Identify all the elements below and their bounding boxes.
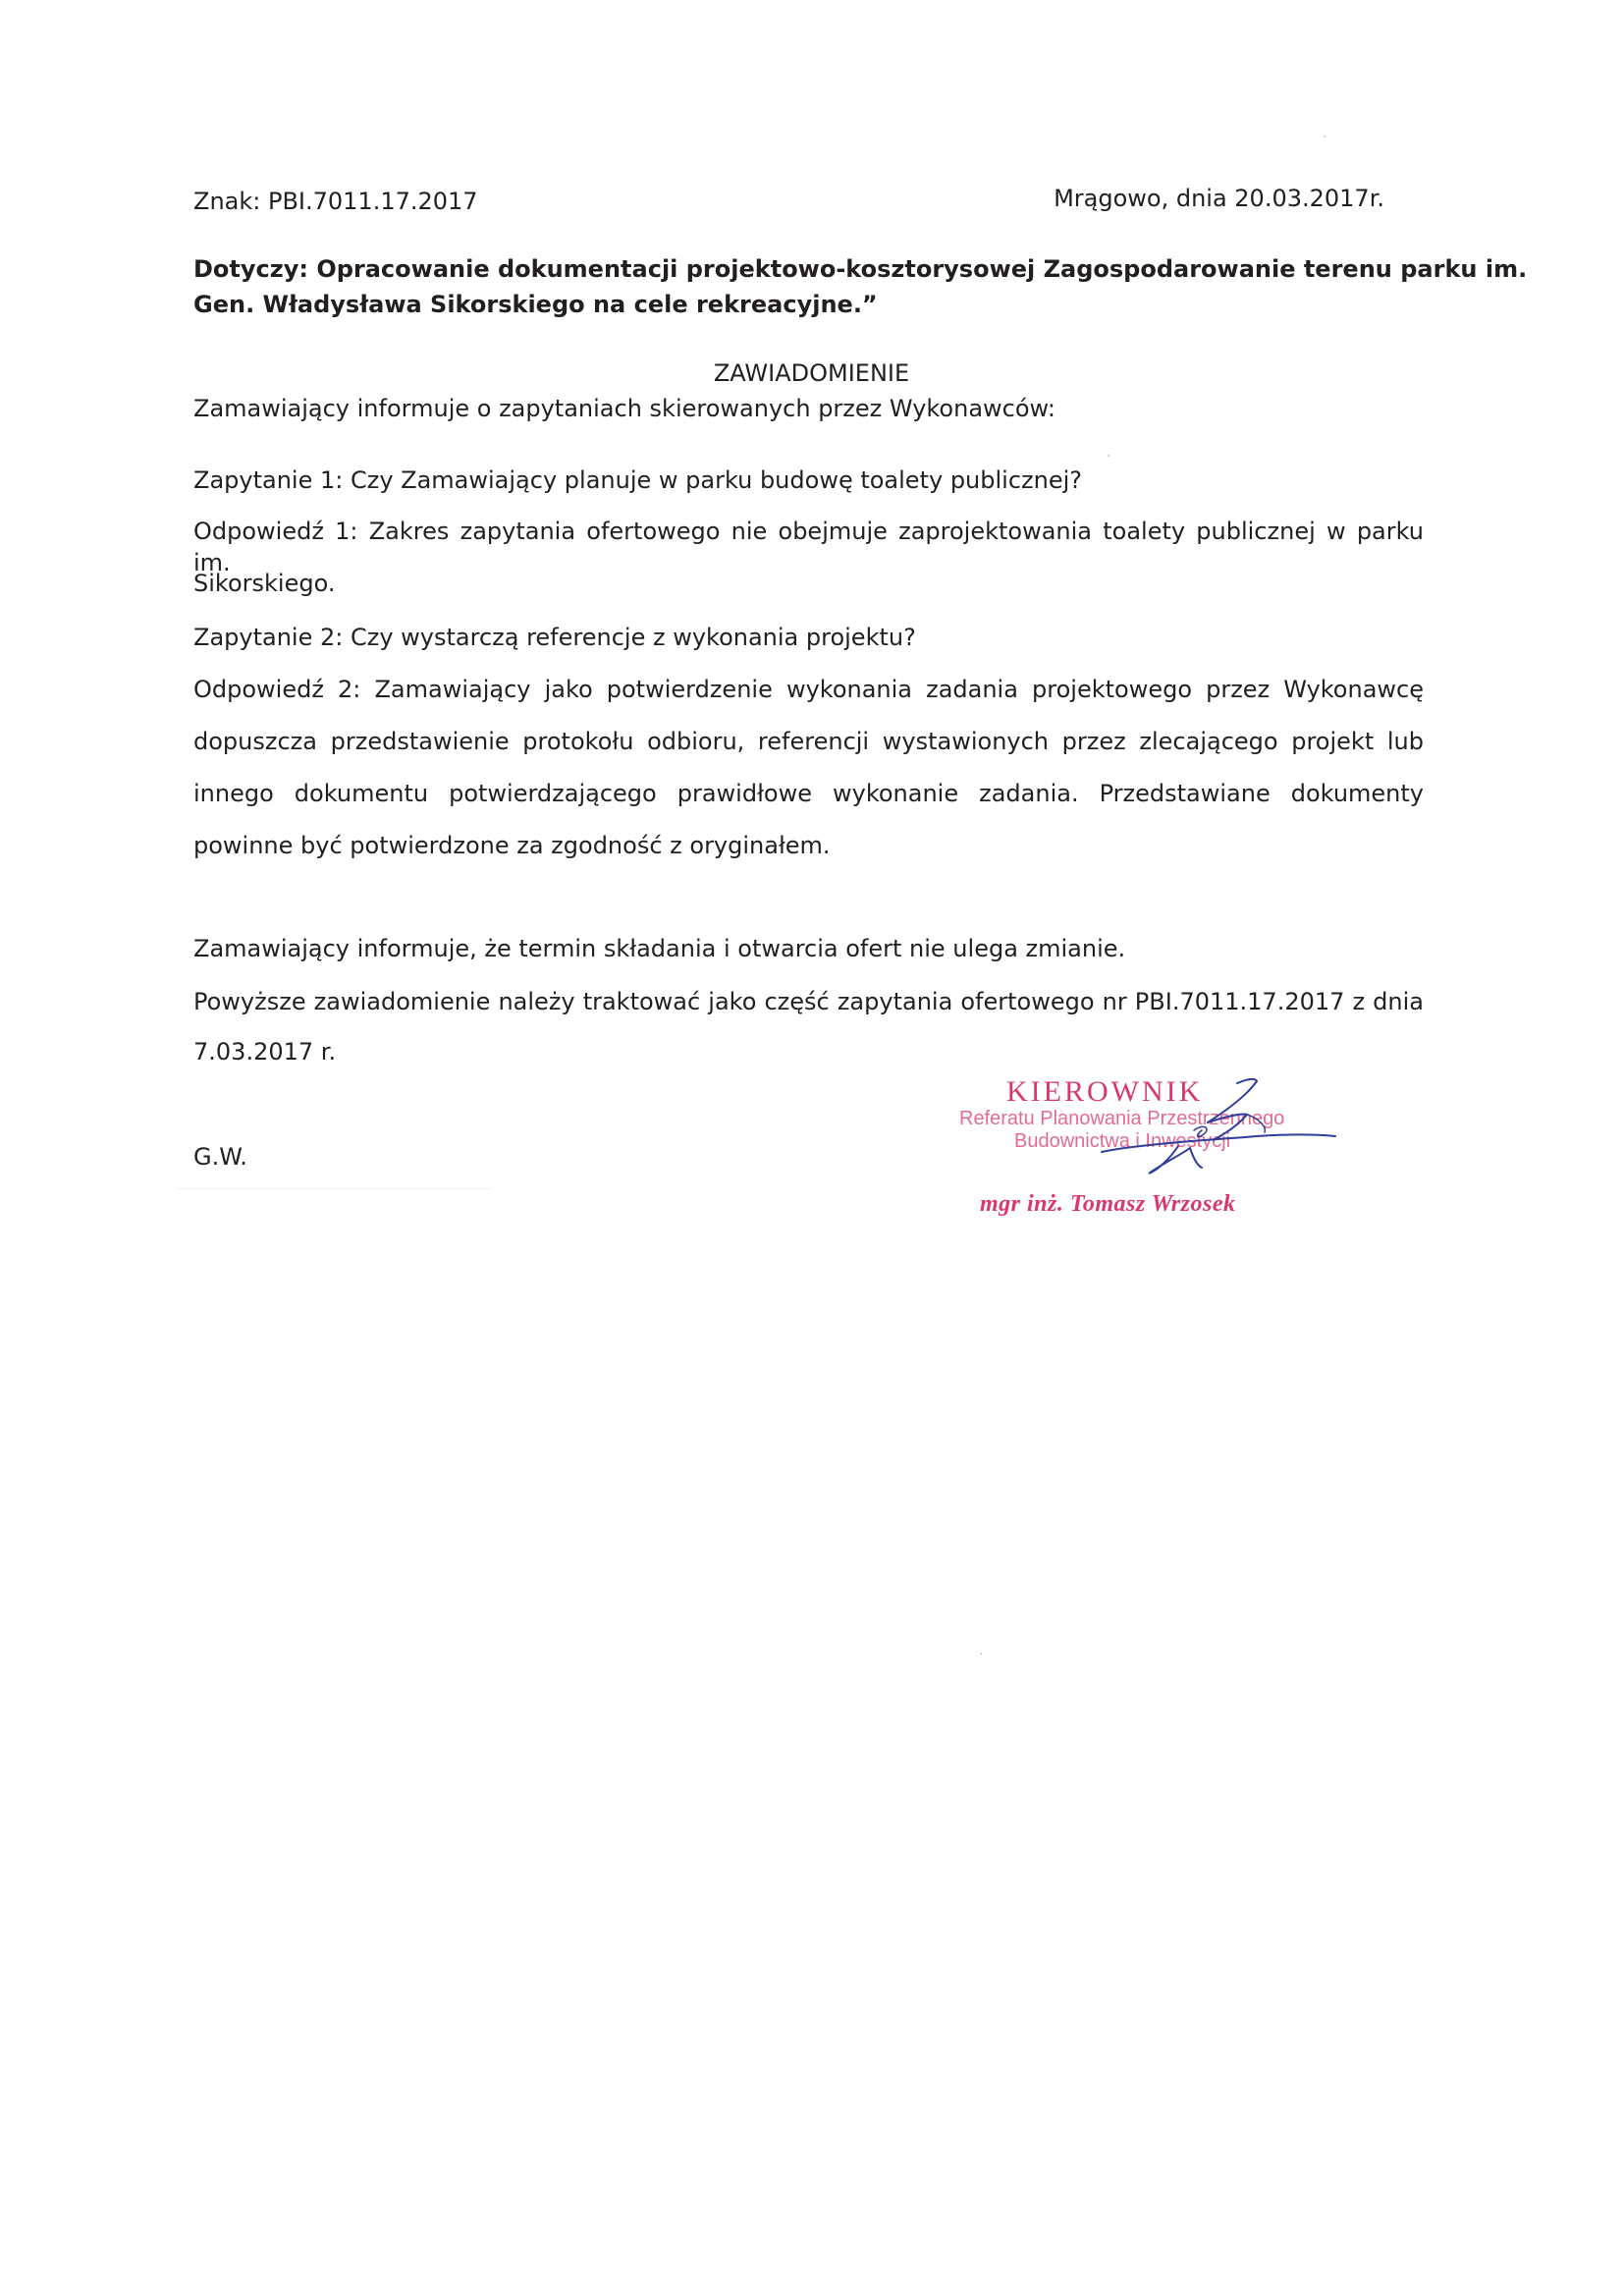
- stamp-name: mgr inż. Tomasz Wrzosek: [980, 1191, 1236, 1217]
- closing-line-1: Zamawiający informuje, że termin składania i otwarcia ofert nie ulega zmianie.: [193, 935, 1126, 962]
- scan-speck: [980, 1653, 982, 1655]
- answer-2-line-4: powinne być potwierdzone za zgodność z oryginałem.: [193, 832, 831, 859]
- answer-1-line-1: Odpowiedź 1: Zakres zapytania ofertowego nie obejmuje zaprojektowania toalety publicznej w parku im.: [193, 518, 1424, 576]
- reference-number: Znak: PBI.7011.17.2017: [193, 188, 478, 215]
- intro-text: Zamawiający informuje o zapytaniach skierowanych przez Wykonawców:: [193, 395, 1055, 422]
- scan-speck: [1324, 136, 1325, 137]
- scan-speck: [1108, 455, 1109, 457]
- stamp-line-2: Budownictwa i Inwestycji: [1014, 1130, 1231, 1152]
- closing-line-3: 7.03.2017 r.: [193, 1038, 337, 1066]
- answer-2-line-3: innego dokumentu potwierdzającego prawidłowe wykonanie zadania. Przedstawiane dokumenty: [193, 780, 1424, 807]
- question-1: Zapytanie 1: Czy Zamawiający planuje w parku budowę toalety publicznej?: [193, 466, 1083, 494]
- closing-line-2: Powyższe zawiadomienie należy traktować jako część zapytania ofertowego nr PBI.7011.17.2017 z dnia: [193, 988, 1424, 1015]
- place-and-date: Mrągowo, dnia 20.03.2017r.: [1054, 185, 1384, 212]
- subject-line-1: Dotyczy: Opracowanie dokumentacji projektowo-kosztorysowej Zagospodarowanie terenu parku im.: [193, 255, 1528, 283]
- author-initials: G.W.: [193, 1143, 247, 1171]
- subject-line-2: Gen. Władysława Sikorskiego na cele rekreacyjne.”: [193, 291, 878, 318]
- scan-line: [177, 1188, 491, 1189]
- answer-2-line-2: dopuszcza przedstawienie protokołu odbioru, referencji wystawionych przez zlecającego projekt lub: [193, 728, 1424, 755]
- question-2: Zapytanie 2: Czy wystarczą referencje z wykonania projektu?: [193, 624, 916, 651]
- answer-2-line-1: Odpowiedź 2: Zamawiający jako potwierdzenie wykonania zadania projektowego przez Wykonawcę: [193, 676, 1424, 703]
- answer-1-line-2: Sikorskiego.: [193, 570, 336, 597]
- stamp-title: KIEROWNIK: [1006, 1075, 1204, 1108]
- document-title: ZAWIADOMIENIE: [713, 359, 910, 387]
- handwritten-signature: [1100, 1075, 1355, 1183]
- stamp-line-1: Referatu Planowania Przestrzennego: [959, 1108, 1285, 1129]
